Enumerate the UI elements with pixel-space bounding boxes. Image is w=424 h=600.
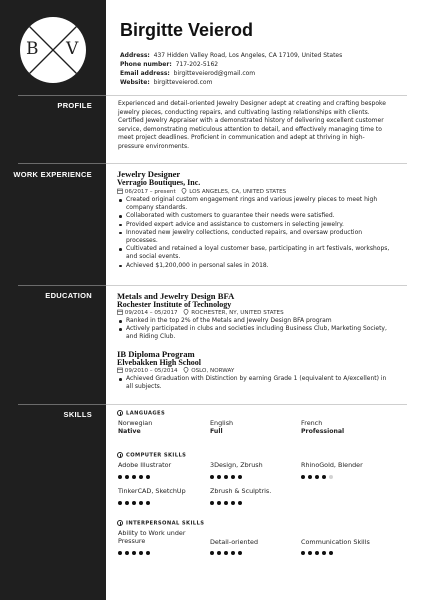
rating-dot-filled [315, 475, 319, 479]
sidebar [0, 0, 106, 600]
computer-skill-name: 3Design, Zbrush [210, 461, 263, 469]
skills-heading-computer [117, 452, 186, 459]
rating-dot-filled [231, 551, 235, 555]
job-dates: 06/2017 – present [124, 189, 176, 195]
calendar-icon [117, 188, 123, 194]
calendar-icon [117, 309, 123, 315]
rating-dot-filled [301, 551, 305, 555]
list-item: Collaborated with customers to guarantee their needs were satisfied. [118, 212, 408, 220]
address-value: 437 Hidden Valley Road, Los Angeles, CA 17109, United States [153, 52, 343, 59]
interpersonal-skill-name: Communication Skills [301, 538, 370, 546]
profile-line: meet project deadlines. Proficient in communication and adept at thriving in high- [118, 134, 365, 142]
rating-dot-filled [224, 501, 228, 505]
rating-dot-filled [210, 551, 214, 555]
rating-dot-filled [125, 475, 129, 479]
computer-skill-name: Adobe Illustrator [118, 461, 172, 469]
section-divider-sidebar [18, 163, 106, 164]
computer-skill-name: TinkerCAD, SketchUp [118, 487, 186, 495]
rating-dot-filled [210, 475, 214, 479]
interpersonal-skill-line: Pressure [118, 537, 146, 545]
rating-dot-filled [118, 475, 122, 479]
section-divider-sidebar [18, 285, 106, 286]
rating-dot-filled [231, 475, 235, 479]
monogram-initial-right: V [66, 39, 79, 59]
language-name: Norwegian [118, 419, 153, 427]
location-pin-icon [181, 188, 187, 194]
rating-dot-filled [308, 475, 312, 479]
rating-dot-filled [125, 501, 129, 505]
section-divider-sidebar [18, 404, 106, 405]
education-school: Elvebakken High School [117, 358, 202, 367]
language-name: French [301, 419, 323, 427]
rating-dot-filled [132, 501, 136, 505]
list-item-continuation: processes. [126, 237, 158, 245]
education-school: Rochester Institute of Technology [117, 300, 232, 309]
education-achievements [118, 375, 408, 391]
list-item: Ranked in the top 2% of the Metals and Jewelry Design BFA program [118, 317, 408, 325]
skills-heading-languages [117, 410, 165, 417]
location-pin-icon [183, 367, 189, 373]
rating-dot-filled [231, 501, 235, 505]
rating-dot-filled [217, 551, 221, 555]
candidate-name: Birgitte Veierod [120, 20, 254, 40]
rating-dot-filled [315, 551, 319, 555]
rating-dot-filled [224, 551, 228, 555]
skills-heading-interpersonal [117, 520, 204, 527]
education-dates: 09/2010 – 05/2014 [124, 368, 178, 374]
website-label: Website: [120, 79, 150, 86]
interpersonal-skill-line: Ability to Work under [118, 529, 186, 537]
rating-dot-filled [118, 501, 122, 505]
profile-line: service, demonstrating meticulous attention to detail, and effectively managing time to [118, 125, 382, 133]
info-icon [117, 410, 123, 416]
rating-dot-filled [146, 501, 150, 505]
calendar-icon [117, 367, 123, 373]
rating-dot-filled [139, 475, 143, 479]
education-location: OSLO, NORWAY [191, 368, 235, 374]
profile-line: Certified Jewelry Appraiser with a demonstrated history of delivering excellent customer [118, 117, 384, 125]
rating-dot-filled [132, 475, 136, 479]
email-link[interactable]: birgitteveierod@gmail.com [173, 70, 256, 77]
rating-dot-filled [238, 551, 242, 555]
phone-label: Phone number: [120, 61, 172, 68]
list-item: Provided expert advice and assistance to customers in selecting jewelry. [118, 221, 408, 229]
education-degree: IB Diploma Program [117, 349, 195, 359]
contact-address [120, 52, 342, 59]
info-icon [117, 520, 123, 526]
language-level: Professional [301, 428, 345, 435]
rating-dot-filled [146, 475, 150, 479]
profile-line: jewelry pieces, conducting repairs, and cultivating lasting relationships with clients. [118, 108, 370, 116]
rating-dot-filled [322, 475, 326, 479]
list-item: Created original custom engagement rings and various jewelry pieces to meet high [118, 196, 408, 204]
education-degree: Metals and Jewelry Design BFA [117, 291, 235, 301]
rating-dot-filled [217, 501, 221, 505]
list-item-continuation: and Riding Club. [126, 333, 176, 341]
rating-dot-filled [139, 551, 143, 555]
rating-dot-filled [301, 475, 305, 479]
section-label-profile: PROFILE [57, 101, 92, 110]
computer-skill-name: RhinoGold, Blender [301, 461, 363, 469]
profile-summary [118, 100, 403, 152]
website-link[interactable]: birgitteveierod.com [153, 79, 213, 86]
skills-heading-text: INTERPERSONAL SKILLS [126, 520, 205, 527]
rating-dot-empty [329, 475, 333, 479]
list-item: Actively participated in clubs and societies including Business Club, Marketing Society, [118, 325, 408, 333]
monogram-logo [20, 17, 86, 83]
list-item-continuation: all subjects. [126, 383, 162, 391]
rating-dot-filled [146, 551, 150, 555]
phone-value: 717-202-5162 [175, 61, 219, 68]
list-item: Innovated new jewelry collections, conducted repairs, and oversaw production [118, 229, 408, 237]
info-icon [117, 452, 123, 458]
computer-skill-name: Zbrush & Sculptris. [210, 487, 272, 495]
job-title: Jewelry Designer [117, 169, 181, 179]
email-label: Email address: [120, 70, 170, 77]
interpersonal-skill-name: Detail-oriented [210, 538, 259, 546]
location-pin-icon [183, 309, 189, 315]
list-item-continuation: and social events. [126, 253, 181, 261]
interpersonal-skill-name [118, 529, 185, 545]
rating-dot-filled [308, 551, 312, 555]
language-level: Full [210, 428, 223, 435]
rating-dot-filled [224, 475, 228, 479]
job-achievements [118, 196, 408, 270]
profile-line: Experienced and detail-oriented Jewelry Designer adept at creating and crafting bespoke [118, 100, 386, 107]
education-meta [117, 367, 234, 374]
rating-dot-filled [125, 551, 129, 555]
rating-dot-filled [139, 501, 143, 505]
skills-heading-text: LANGUAGES [126, 410, 166, 417]
education-meta [117, 309, 284, 316]
rating-dot-filled [238, 475, 242, 479]
rating-dot-filled [118, 551, 122, 555]
section-label-education: EDUCATION [45, 291, 92, 300]
monogram-initial-left: B [26, 39, 39, 59]
list-item: Achieved Graduation with Distinction by earning Grade 1 (equivalent to A/excellent) in [118, 375, 408, 383]
job-location: LOS ANGELES, CA, UNITED STATES [189, 189, 287, 195]
contact-email [120, 70, 255, 77]
education-dates: 09/2014 – 05/2017 [124, 310, 178, 316]
profile-line: pressure environments. [118, 142, 190, 150]
section-label-work-experience: WORK EXPERIENCE [13, 170, 92, 179]
section-divider-sidebar [18, 95, 106, 96]
education-location: ROCHESTER, NY, UNITED STATES [191, 310, 284, 316]
rating-dot-filled [217, 475, 221, 479]
rating-dot-filled [322, 551, 326, 555]
job-company: Verragio Boutiques, Inc. [117, 178, 201, 187]
skills-heading-text: COMPUTER SKILLS [126, 452, 187, 459]
contact-phone [120, 61, 218, 68]
list-item: Cultivated and retained a loyal customer base, participating in art festivals, workshops, [118, 245, 408, 253]
rating-dot-filled [238, 501, 242, 505]
list-item-continuation: company standards. [126, 204, 188, 212]
section-label-skills: SKILLS [63, 410, 92, 419]
rating-dot-filled [210, 501, 214, 505]
language-name: English [210, 419, 234, 427]
rating-dot-filled [132, 551, 136, 555]
education-achievements [118, 317, 408, 342]
contact-website [120, 79, 212, 86]
language-level: Native [118, 428, 141, 435]
job-meta [117, 188, 286, 195]
rating-dot-filled [329, 551, 333, 555]
list-item: Achieved $1,200,000 in personal sales in 2018. [118, 262, 408, 270]
address-label: Address: [120, 52, 150, 59]
